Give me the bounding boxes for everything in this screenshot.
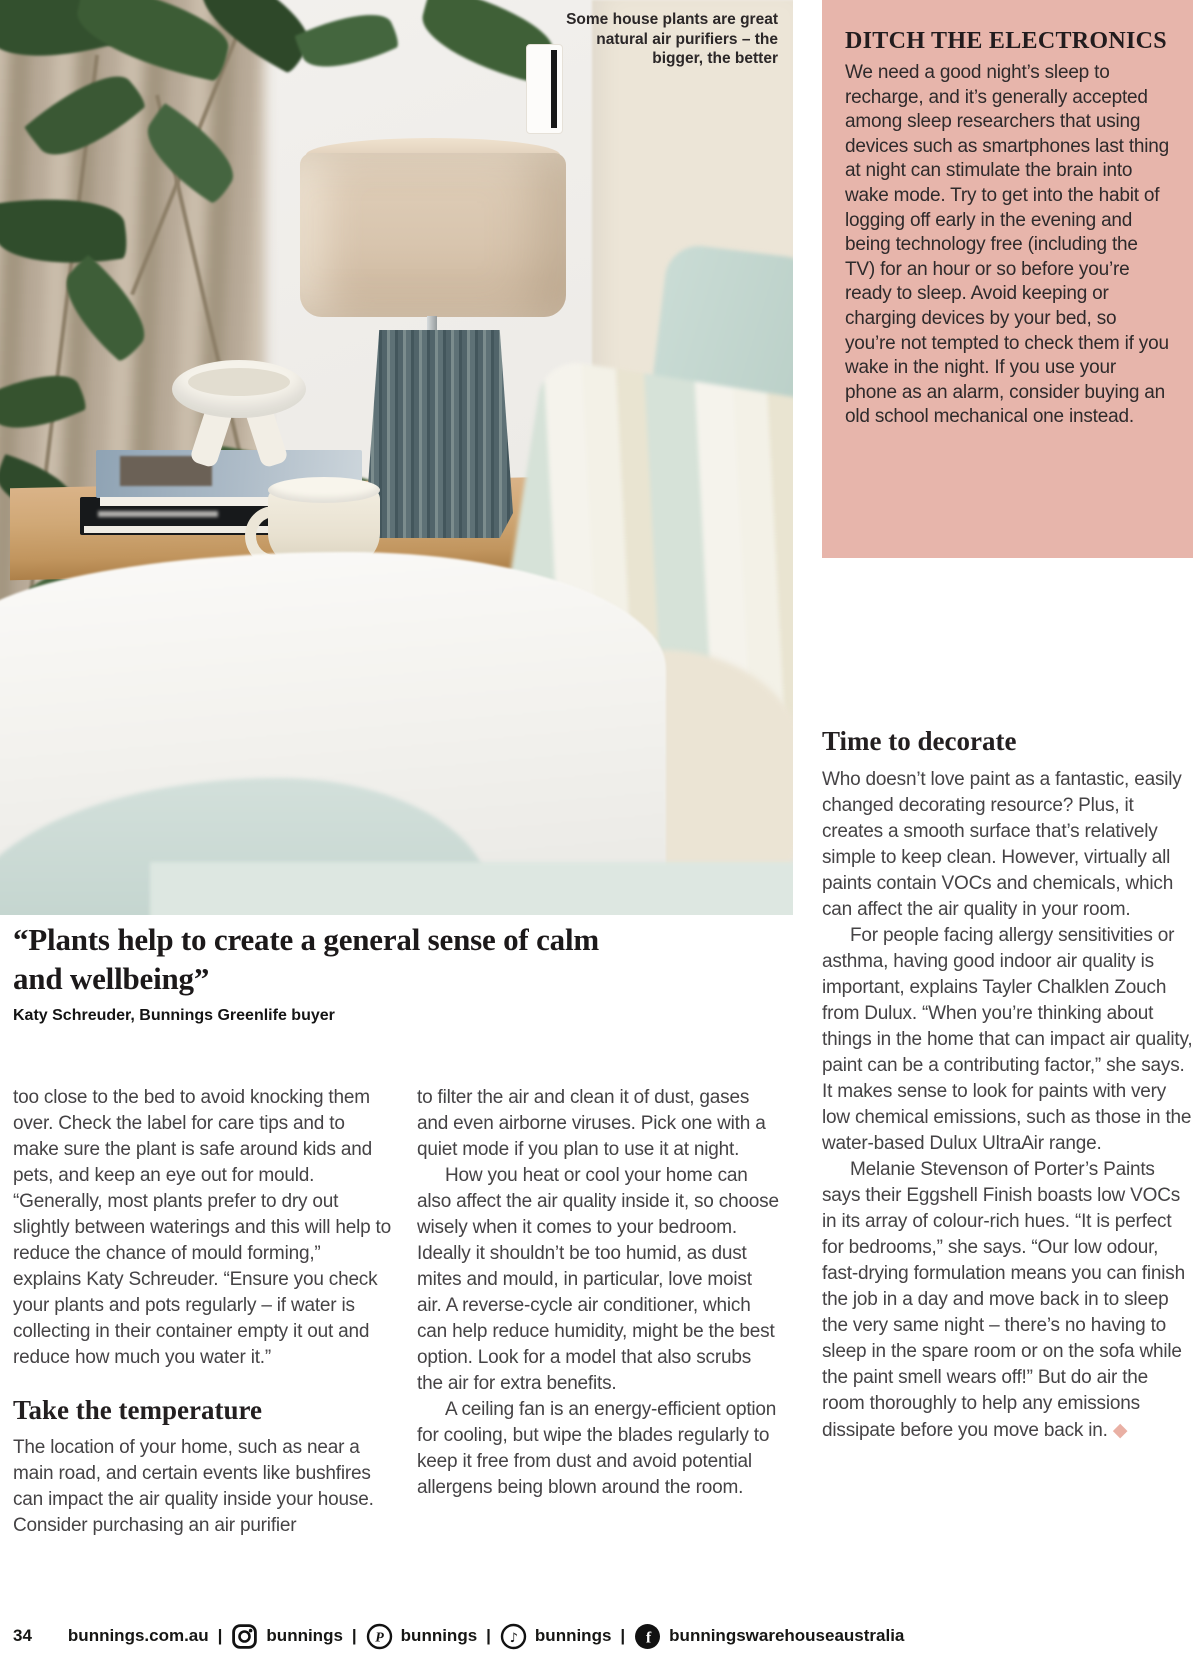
pinterest-handle: bunnings xyxy=(400,1626,478,1645)
instagram-icon xyxy=(231,1623,258,1650)
left-column-paragraph: The location of your home, such as near a main road, and certain events like bushfires can impact the air quality inside your house. Consider purchasing an air purifier xyxy=(13,1437,374,1536)
footer xyxy=(13,1620,1193,1652)
light-switch-bar xyxy=(551,50,557,128)
end-diamond: ◆ xyxy=(1112,1419,1128,1441)
tiktok-handle: bunnings xyxy=(534,1626,612,1645)
pinterest-icon xyxy=(366,1623,393,1650)
page-number: 34 xyxy=(13,1626,32,1645)
take-the-temperature-heading: Take the temperature xyxy=(13,1395,262,1425)
middle-column-paragraph: How you heat or cool your home can also affect the air quality inside it, so choose wisely when it comes to your bedroom. Ideally it shouldn’t be too humid, as dust mites and mould, in particular, love moist air. A reverse-cycle air conditioner, which can help reduce humidity, might be the best option. Look for a model that also scrubs the air for extra benefits. xyxy=(417,1165,779,1394)
blue-blanket xyxy=(150,862,793,915)
box-title: DITCH THE ELECTRONICS xyxy=(845,28,1167,54)
footer-separator: | xyxy=(217,1626,223,1645)
facebook-icon xyxy=(634,1623,661,1650)
middle-column-paragraph: to filter the air and clean it of dust, gases and even airborne viruses. Pick one with a quiet mode if you plan to use it at night. xyxy=(417,1087,766,1160)
pedestal-bowl-cavity xyxy=(188,368,290,396)
svg-text:P: P xyxy=(374,1630,384,1646)
photo-caption: Some house plants are great natural air purifiers – the bigger, the better xyxy=(566,11,778,67)
right-column-paragraph-text: Melanie Stevenson of Porter’s Paints says their Eggshell Finish boasts low VOCs in its array of colour-rich hues. “It is perfect for bedrooms,” she says. “Our low odour, fast-drying formulation means you can finish the job in a day and move back in to sleep the very same night – there’s no having to sleep in the spare room or on the sofa while the paint smell wears off!” But do air the room thoroughly to help any emissions dissipate before you move back in. xyxy=(822,1159,1185,1441)
footer-separator: | xyxy=(620,1626,626,1645)
book-spine-text xyxy=(98,511,218,517)
right-column-paragraph xyxy=(822,1157,1194,1444)
light-switch xyxy=(526,44,563,134)
middle-column xyxy=(417,1085,779,1501)
lamp-shade xyxy=(300,153,566,317)
pull-quote-attribution: Katy Schreuder, Bunnings Greenlife buyer xyxy=(13,1007,335,1024)
box-body: We need a good night’s sleep to recharge, and it’s generally accepted among sleep researchers that using devices such as smartphones last thing at night can stimulate the brain into wake mode. Try to get into the habit of logging off early in the evening and being technology free (including the TV) for an hour or so before you’re ready to sleep. Avoid keeping or charging devices by your bed, so you’re not tempted to check them if you wake in the night. If you use your phone as an alarm, consider buying an old school mechanical one instead. xyxy=(845,62,1170,428)
lamp-base xyxy=(366,330,513,538)
left-column xyxy=(13,1085,393,1539)
pull-quote: “Plants help to create a general sense of calm and wellbeing” xyxy=(13,922,599,996)
plant-leaf xyxy=(294,0,402,84)
svg-text:♪: ♪ xyxy=(509,1630,518,1646)
ditch-the-electronics-box xyxy=(822,0,1193,558)
right-column xyxy=(822,724,1194,1444)
website: bunnings.com.au xyxy=(67,1626,209,1645)
footer-separator: | xyxy=(351,1626,357,1645)
left-column-paragraph: too close to the bed to avoid knocking them over. Check the label for care tips and to make sure the plant is safe around kids and pets, and keep an eye out for mould. “Generally, most plants prefer to dry out slightly between waterings and this will help to reduce the chance of mould forming,” explains Katy Schreuder. “Ensure you check your plants and pots regularly – if water is collecting in their container empty it out and reduce how much you water it.” xyxy=(13,1087,391,1368)
svg-text:f: f xyxy=(646,1629,652,1646)
bedroom-photo xyxy=(0,0,793,915)
footer-separator: | xyxy=(486,1626,491,1645)
mug-rim xyxy=(268,477,380,503)
tiktok-icon xyxy=(500,1623,527,1650)
right-column-paragraph: Who doesn’t love paint as a fantastic, easily changed decorating resource? Plus, it creates a smooth surface that’s relatively simple to keep clean. However, virtually all paints contain VOCs and chemicals, which can affect the air quality in your room. xyxy=(822,769,1182,920)
middle-column-paragraph: A ceiling fan is an energy-efficient option for cooling, but wipe the blades regularly to keep it free from dust and avoid potential allergens being blown around the room. xyxy=(417,1399,777,1498)
right-column-paragraph: For people facing allergy sensitivities or asthma, having good indoor air quality is important, explains Tayler Chalklen Zouch from Dulux. “When you’re thinking about things in the home that can impact air quality, paint can be a contributing factor,” she says. It makes sense to look for paints with very low chemical emissions, such as those in the water-based Dulux UltraAir range. xyxy=(822,925,1193,1154)
instagram-handle: bunnings xyxy=(266,1626,343,1645)
facebook-handle: bunningswarehouseaustralia xyxy=(669,1626,905,1645)
time-to-decorate-heading: Time to decorate xyxy=(822,726,1017,756)
